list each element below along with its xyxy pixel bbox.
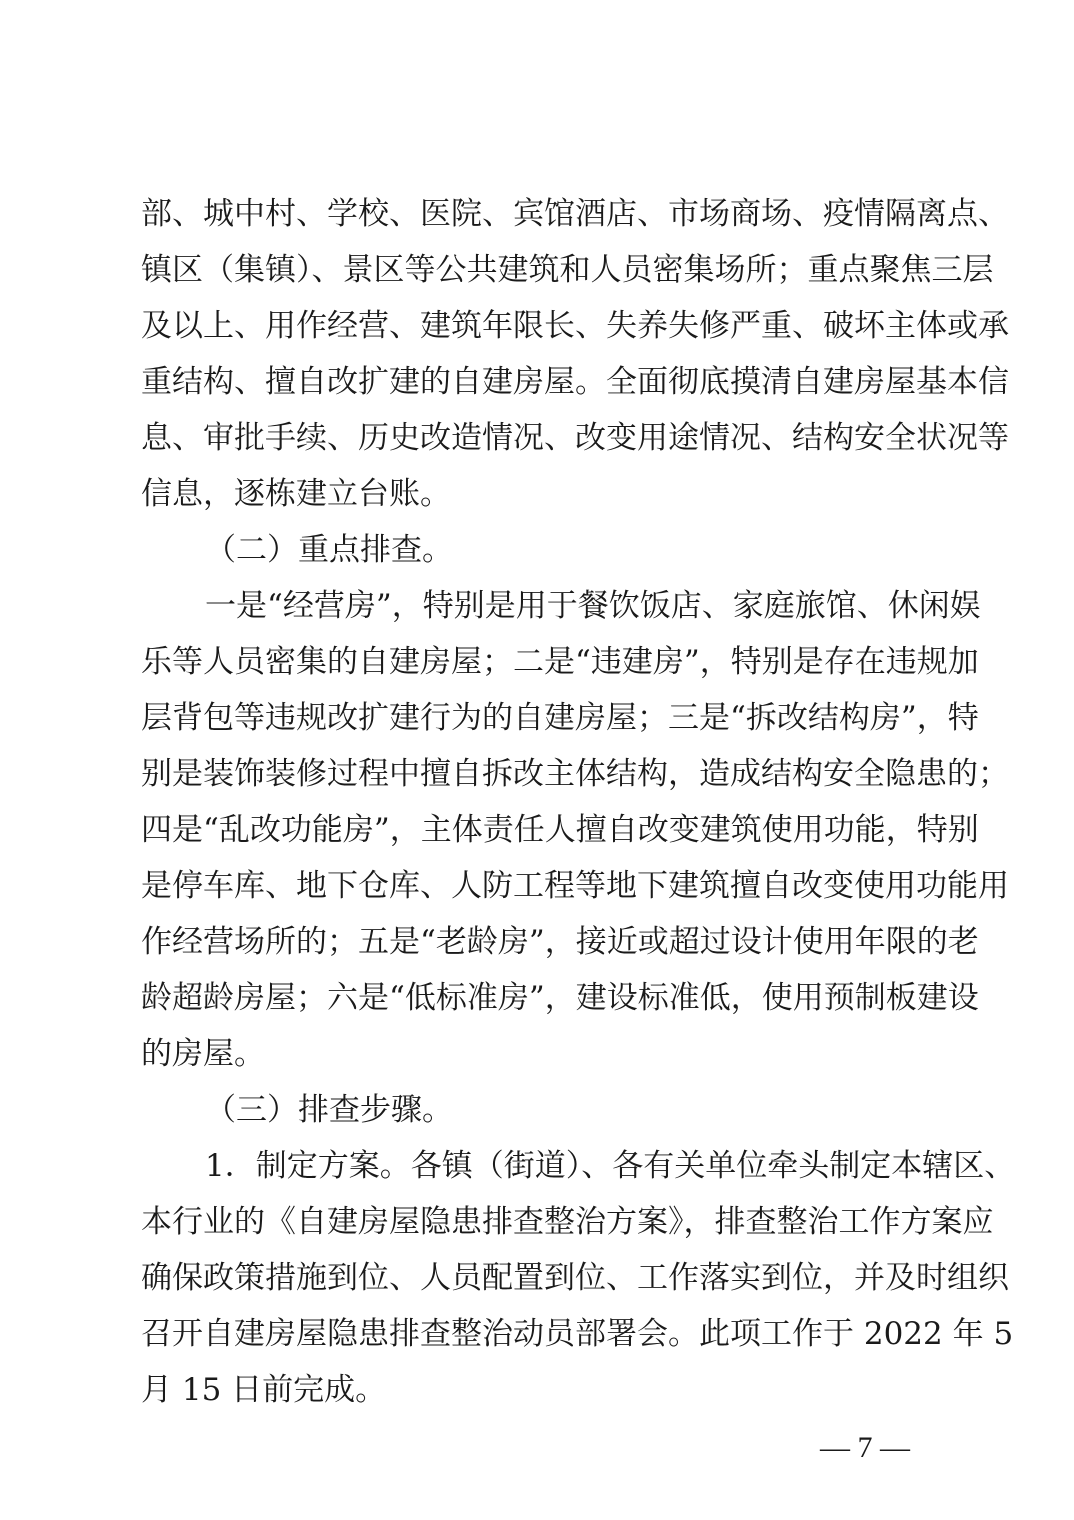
paragraph-line: 重结构、擅自改扩建的自建房屋。全面彻底摸清自建房屋基本信 [141, 364, 1009, 400]
paragraph-line: 及以上、用作经营、建筑年限长、失养失修严重、破坏主体或承 [141, 308, 1009, 344]
paragraph-line: 月 15 日前完成。 [141, 1372, 387, 1408]
paragraph-line: 信息，逐栋建立台账。 [141, 476, 451, 512]
paragraph-line: 是停车库、地下仓库、人防工程等地下建筑擅自改变使用功能用 [141, 868, 1009, 904]
section-heading-3: （三）排查步骤。 [205, 1092, 453, 1128]
paragraph-line: 龄超龄房屋；六是“低标准房”，建设标准低，使用预制板建设 [141, 980, 979, 1016]
paragraph-line: 作经营场所的；五是“老龄房”，接近或超过设计使用年限的老 [141, 924, 979, 960]
paragraph-line: 四是“乱改功能房”，主体责任人擅自改变建筑使用功能，特别 [141, 812, 979, 848]
page-number: — 7 — [820, 1431, 910, 1464]
paragraph-line: 确保政策措施到位、人员配置到位、工作落实到位，并及时组织 [141, 1260, 1009, 1296]
paragraph-line: 本行业的《自建房屋隐患排查整治方案》，排查整治工作方案应 [141, 1204, 994, 1240]
paragraph-line: 部、城中村、学校、医院、宾馆酒店、市场商场、疫情隔离点、 [141, 196, 1009, 232]
paragraph-line: 乐等人员密集的自建房屋；二是“违建房”，特别是存在违规加 [141, 644, 979, 680]
paragraph-line: 1．制定方案。各镇（街道）、各有关单位牵头制定本辖区、 [205, 1148, 1016, 1184]
paragraph-line: 镇区（集镇）、景区等公共建筑和人员密集场所；重点聚焦三层 [141, 252, 994, 288]
paragraph-line: 别是装饰装修过程中擅自拆改主体结构，造成结构安全隐患的； [141, 756, 1009, 792]
paragraph-line: 层背包等违规改扩建行为的自建房屋；三是“拆改结构房”，特 [141, 700, 979, 736]
paragraph-line: 的房屋。 [141, 1036, 265, 1072]
section-heading-2: （二）重点排查。 [205, 532, 453, 568]
paragraph-line: 息、审批手续、历史改造情况、改变用途情况、结构安全状况等 [141, 420, 1009, 456]
paragraph-line: 一是“经营房”，特别是用于餐饮饭店、家庭旅馆、休闲娱 [205, 588, 981, 624]
paragraph-line: 召开自建房屋隐患排查整治动员部署会。此项工作于 2022 年 5 [141, 1316, 1014, 1352]
